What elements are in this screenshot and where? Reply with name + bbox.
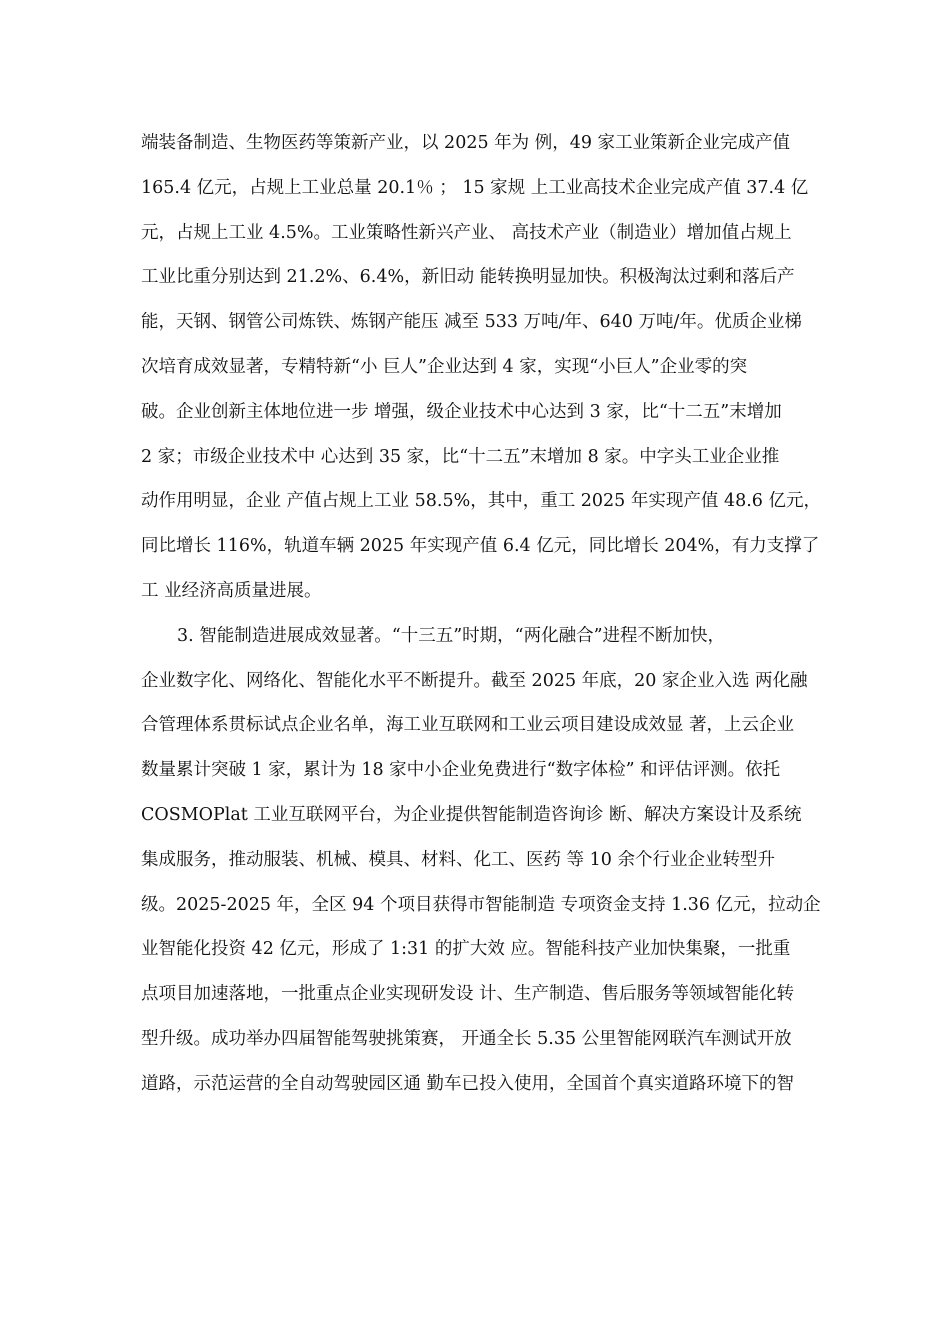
- text-line-8: 2 家；市级企业技术中 心达到 35 家，比“十二五”末增加 8 家。中字头工业企业推: [141, 447, 780, 467]
- text-line-1: 端装备制造、生物医药等策新产业，以 2025 年为 例，49 家工业策新企业完成产值: [141, 133, 791, 153]
- text-line-6: 次培育成效显著，专精特新“小 巨人”企业达到 4 家，实现“小巨人”企业零的突: [141, 357, 748, 377]
- text-line-17: 集成服务，推动服装、机械、模具、材料、化工、医药 等 10 余个行业企业转型升: [141, 850, 775, 870]
- text-line-2: 165.4 亿元，占规上工业总量 20.1％ ； 15 家规 上工业高技术企业完成产值 37.4 亿: [141, 178, 809, 198]
- text-line-14: 合管理体系贯标试点企业名单，海工业互联网和工业云项目建设成效显 著，上云企业: [141, 715, 795, 735]
- text-line-10: 同比增长 116%，轨道车辆 2025 年实现产值 6.4 亿元，同比增长 204%，有力支撑了: [141, 536, 820, 556]
- text-line-9: 动作用明显，企业 产值占规上工业 58.5%，其中，重工 2025 年实现产值 48.6 亿元，: [141, 491, 821, 511]
- text-line-13: 企业数字化、网络化、智能化水平不断提升。截至 2025 年底，20 家企业入选 两化融: [141, 671, 808, 691]
- text-line-20: 点项目加速落地，一批重点企业实现研发设 计、生产制造、售后服务等领域智能化转: [141, 984, 795, 1004]
- text-line-12: 3. 智能制造进展成效显著。“十三五”时期，“两化融合”进程不断加快，: [177, 626, 726, 646]
- text-line-22: 道路，示范运营的全自动驾驶园区通 勤车已投入使用，全国首个真实道路环境下的智: [141, 1074, 795, 1094]
- text-line-7: 破。企业创新主体地位进一步 增强，级企业技术中心达到 3 家，比“十二五”末增加: [141, 402, 782, 422]
- text-line-21: 型升级。成功举办四届智能驾驶挑策赛， 开通全长 5.35 公里智能网联汽车测试开放: [141, 1029, 792, 1049]
- text-line-19: 业智能化投资 42 亿元，形成了 1:31 的扩大效 应。智能科技产业加快集聚，一批重: [141, 939, 791, 959]
- text-line-3: 元，占规上工业 4.5%。工业策略性新兴产业、 高技术产业（制造业）增加值占规上: [141, 223, 792, 243]
- text-line-4: 工业比重分别达到 21.2%、6.4%，新旧动 能转换明显加快。积极淘汰过剩和落后产: [141, 267, 795, 287]
- text-line-18: 级。2025-2025 年，全区 94 个项目获得市智能制造 专项资金支持 1.36 亿元，拉动企: [141, 895, 821, 915]
- text-line-16: COSMOPlat 工业互联网平台，为企业提供智能制造咨询诊 断、解决方案设计及系统: [141, 805, 802, 825]
- text-line-5: 能，天钢、钢管公司炼铁、炼钢产能压 减至 533 万吨/年、640 万吨/年。优质企业梯: [141, 312, 802, 332]
- text-line-15: 数量累计突破 1 家，累计为 18 家中小企业免费进行“数字体检” 和评估评测。依托: [141, 760, 781, 780]
- text-line-11: 工 业经济高质量进展。: [141, 581, 322, 601]
